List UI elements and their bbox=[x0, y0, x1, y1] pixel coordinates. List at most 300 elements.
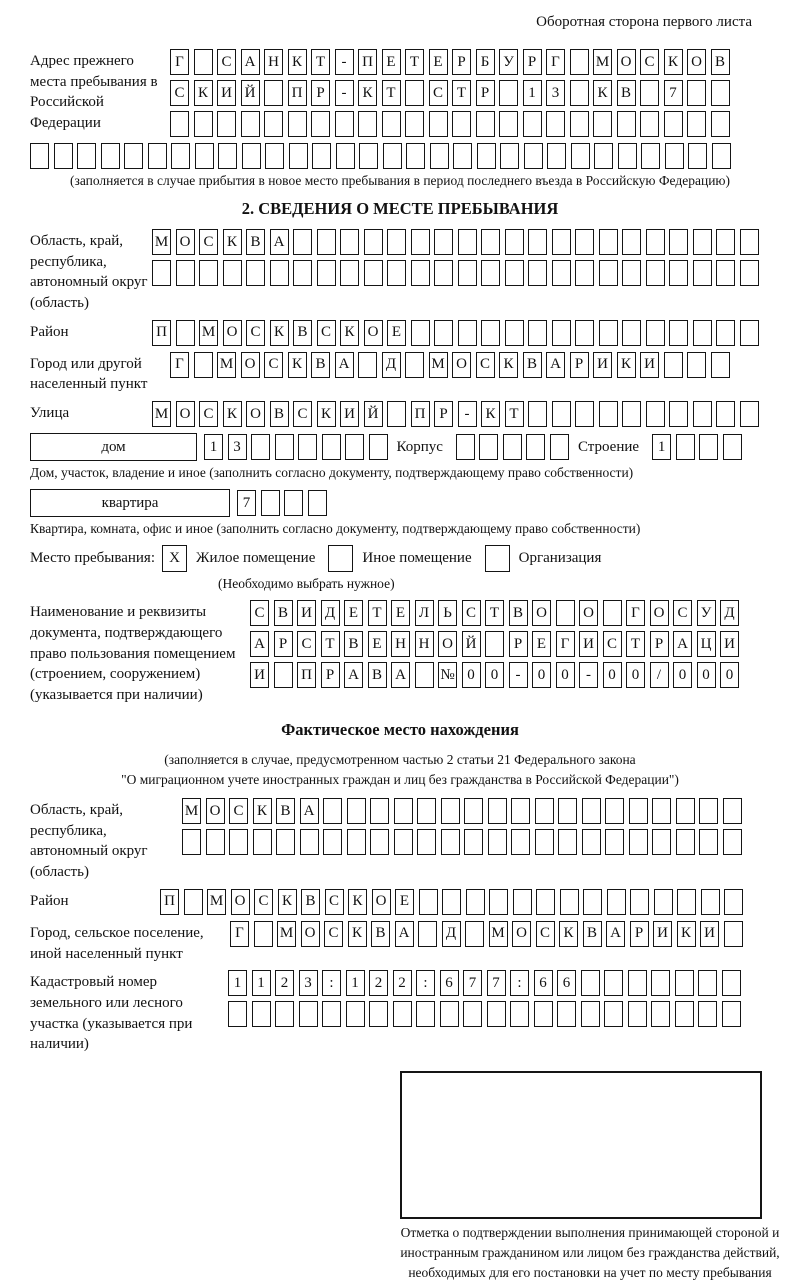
char-box[interactable] bbox=[665, 143, 684, 169]
char-box[interactable] bbox=[30, 143, 49, 169]
char-box[interactable] bbox=[622, 401, 641, 427]
prev-address-row-4[interactable] bbox=[30, 143, 770, 169]
char-box[interactable]: Е bbox=[382, 49, 401, 75]
char-box[interactable] bbox=[458, 229, 477, 255]
char-box[interactable] bbox=[440, 1001, 459, 1027]
char-box[interactable]: Т bbox=[405, 49, 424, 75]
char-box[interactable]: С bbox=[462, 600, 481, 626]
char-box[interactable]: О bbox=[176, 401, 195, 427]
char-box[interactable] bbox=[505, 229, 524, 255]
char-box[interactable]: А bbox=[391, 662, 410, 688]
char-box[interactable] bbox=[570, 80, 589, 106]
char-box[interactable]: Й bbox=[462, 631, 481, 657]
char-box[interactable]: - bbox=[458, 401, 477, 427]
char-box[interactable] bbox=[646, 229, 665, 255]
char-box[interactable] bbox=[676, 798, 695, 824]
char-box[interactable] bbox=[489, 889, 508, 915]
char-box[interactable] bbox=[558, 798, 577, 824]
char-box[interactable] bbox=[481, 320, 500, 346]
char-box[interactable] bbox=[534, 1001, 553, 1027]
char-box[interactable]: Е bbox=[532, 631, 551, 657]
char-box[interactable] bbox=[716, 401, 735, 427]
char-box[interactable]: Т bbox=[452, 80, 471, 106]
char-box[interactable]: О bbox=[223, 320, 242, 346]
char-box[interactable] bbox=[628, 1001, 647, 1027]
char-box[interactable]: А bbox=[300, 798, 319, 824]
char-box[interactable]: О bbox=[579, 600, 598, 626]
char-box[interactable]: С bbox=[476, 352, 495, 378]
char-box[interactable] bbox=[604, 1001, 623, 1027]
char-box[interactable] bbox=[441, 798, 460, 824]
char-box[interactable] bbox=[528, 401, 547, 427]
char-box[interactable] bbox=[242, 143, 261, 169]
char-box[interactable] bbox=[669, 401, 688, 427]
char-box[interactable] bbox=[641, 143, 660, 169]
char-box[interactable] bbox=[607, 889, 626, 915]
char-box[interactable] bbox=[176, 260, 195, 286]
char-box[interactable] bbox=[452, 111, 471, 137]
char-box[interactable] bbox=[411, 320, 430, 346]
char-box[interactable]: М bbox=[429, 352, 448, 378]
char-box[interactable]: И bbox=[579, 631, 598, 657]
char-box[interactable] bbox=[581, 1001, 600, 1027]
char-box[interactable] bbox=[405, 111, 424, 137]
char-box[interactable] bbox=[336, 143, 355, 169]
char-box[interactable]: Т bbox=[485, 600, 504, 626]
char-box[interactable]: В bbox=[371, 921, 390, 947]
char-box[interactable]: О bbox=[231, 889, 250, 915]
char-box[interactable] bbox=[311, 111, 330, 137]
char-box[interactable] bbox=[528, 320, 547, 346]
char-box[interactable]: : bbox=[510, 970, 529, 996]
char-box[interactable]: И bbox=[217, 80, 236, 106]
char-box[interactable]: / bbox=[650, 662, 669, 688]
char-box[interactable] bbox=[599, 320, 618, 346]
char-box[interactable] bbox=[646, 320, 665, 346]
char-box[interactable] bbox=[499, 80, 518, 106]
char-box[interactable] bbox=[593, 111, 612, 137]
char-box[interactable] bbox=[722, 970, 741, 996]
char-box[interactable] bbox=[335, 111, 354, 137]
char-box[interactable]: П bbox=[358, 49, 377, 75]
char-box[interactable]: О bbox=[301, 921, 320, 947]
char-box[interactable] bbox=[429, 111, 448, 137]
char-box[interactable] bbox=[699, 798, 718, 824]
char-box[interactable]: 0 bbox=[532, 662, 551, 688]
char-box[interactable] bbox=[487, 1001, 506, 1027]
kvartira-cells[interactable] bbox=[237, 490, 327, 516]
char-box[interactable] bbox=[359, 143, 378, 169]
char-box[interactable]: К bbox=[617, 352, 636, 378]
char-box[interactable]: Е bbox=[391, 600, 410, 626]
char-box[interactable] bbox=[405, 352, 424, 378]
char-box[interactable] bbox=[654, 889, 673, 915]
char-box[interactable]: Р bbox=[523, 49, 542, 75]
char-box[interactable] bbox=[716, 260, 735, 286]
char-box[interactable] bbox=[546, 111, 565, 137]
char-box[interactable] bbox=[358, 352, 377, 378]
char-box[interactable] bbox=[687, 80, 706, 106]
char-box[interactable]: - bbox=[335, 49, 354, 75]
char-box[interactable] bbox=[581, 970, 600, 996]
dom-cells[interactable] bbox=[204, 434, 388, 460]
char-box[interactable]: 3 bbox=[546, 80, 565, 106]
char-box[interactable]: С bbox=[170, 80, 189, 106]
char-box[interactable] bbox=[722, 1001, 741, 1027]
char-box[interactable] bbox=[364, 260, 383, 286]
char-box[interactable] bbox=[340, 229, 359, 255]
char-box[interactable] bbox=[251, 434, 270, 460]
char-box[interactable] bbox=[676, 829, 695, 855]
char-box[interactable] bbox=[716, 320, 735, 346]
char-box[interactable] bbox=[712, 143, 731, 169]
char-box[interactable]: Р bbox=[476, 80, 495, 106]
char-box[interactable]: В bbox=[523, 352, 542, 378]
char-box[interactable] bbox=[582, 829, 601, 855]
char-box[interactable] bbox=[675, 1001, 694, 1027]
char-box[interactable] bbox=[417, 798, 436, 824]
korpus-cells[interactable] bbox=[456, 434, 569, 460]
char-box[interactable]: С bbox=[250, 600, 269, 626]
char-box[interactable]: О bbox=[687, 49, 706, 75]
char-box[interactable]: В bbox=[368, 662, 387, 688]
char-box[interactable] bbox=[651, 970, 670, 996]
char-box[interactable]: 1 bbox=[652, 434, 671, 460]
char-box[interactable]: Е bbox=[344, 600, 363, 626]
char-box[interactable]: Е bbox=[429, 49, 448, 75]
checkbox-inoe[interactable] bbox=[328, 545, 353, 572]
char-box[interactable] bbox=[299, 1001, 318, 1027]
char-box[interactable]: И bbox=[340, 401, 359, 427]
char-box[interactable] bbox=[417, 829, 436, 855]
char-box[interactable]: 7 bbox=[487, 970, 506, 996]
char-box[interactable] bbox=[322, 434, 341, 460]
char-box[interactable]: С bbox=[199, 401, 218, 427]
char-box[interactable]: П bbox=[160, 889, 179, 915]
char-box[interactable] bbox=[481, 260, 500, 286]
char-box[interactable]: И bbox=[700, 921, 719, 947]
char-box[interactable] bbox=[253, 829, 272, 855]
char-box[interactable] bbox=[723, 798, 742, 824]
char-box[interactable] bbox=[477, 143, 496, 169]
char-box[interactable] bbox=[523, 111, 542, 137]
char-box[interactable] bbox=[711, 352, 730, 378]
stroenie-cells[interactable] bbox=[652, 434, 742, 460]
char-box[interactable] bbox=[599, 229, 618, 255]
char-box[interactable] bbox=[594, 143, 613, 169]
char-box[interactable] bbox=[599, 401, 618, 427]
char-box[interactable] bbox=[254, 921, 273, 947]
char-box[interactable]: Д bbox=[321, 600, 340, 626]
char-box[interactable] bbox=[442, 889, 461, 915]
char-box[interactable] bbox=[441, 829, 460, 855]
char-box[interactable] bbox=[511, 829, 530, 855]
char-box[interactable]: Н bbox=[391, 631, 410, 657]
gorod-row[interactable] bbox=[170, 352, 730, 378]
char-box[interactable] bbox=[394, 829, 413, 855]
char-box[interactable]: С bbox=[254, 889, 273, 915]
char-box[interactable]: - bbox=[335, 80, 354, 106]
char-box[interactable]: В bbox=[711, 49, 730, 75]
char-box[interactable]: 6 bbox=[440, 970, 459, 996]
char-box[interactable] bbox=[393, 1001, 412, 1027]
char-box[interactable] bbox=[275, 1001, 294, 1027]
char-box[interactable]: О bbox=[364, 320, 383, 346]
char-box[interactable]: К bbox=[559, 921, 578, 947]
char-box[interactable]: И bbox=[250, 662, 269, 688]
ulitsa-row[interactable] bbox=[152, 401, 759, 427]
char-box[interactable] bbox=[669, 260, 688, 286]
char-box[interactable] bbox=[740, 229, 759, 255]
char-box[interactable] bbox=[575, 260, 594, 286]
char-box[interactable] bbox=[560, 889, 579, 915]
char-box[interactable]: 1 bbox=[346, 970, 365, 996]
char-box[interactable] bbox=[698, 1001, 717, 1027]
char-box[interactable] bbox=[535, 798, 554, 824]
char-box[interactable] bbox=[664, 352, 683, 378]
char-box[interactable]: О bbox=[241, 352, 260, 378]
document-row-2[interactable] bbox=[250, 631, 739, 657]
char-box[interactable]: Г bbox=[546, 49, 565, 75]
oblast-row-1[interactable] bbox=[152, 229, 759, 255]
char-box[interactable] bbox=[370, 798, 389, 824]
prev-address-row-2[interactable] bbox=[170, 80, 730, 106]
char-box[interactable] bbox=[711, 111, 730, 137]
char-box[interactable] bbox=[500, 143, 519, 169]
char-box[interactable]: С bbox=[324, 921, 343, 947]
char-box[interactable] bbox=[701, 889, 720, 915]
document-row-3[interactable] bbox=[250, 662, 739, 688]
char-box[interactable] bbox=[347, 798, 366, 824]
char-box[interactable] bbox=[723, 829, 742, 855]
char-box[interactable] bbox=[693, 401, 712, 427]
char-box[interactable] bbox=[664, 111, 683, 137]
char-box[interactable]: 0 bbox=[556, 662, 575, 688]
char-box[interactable]: В bbox=[274, 600, 293, 626]
char-box[interactable]: 1 bbox=[228, 970, 247, 996]
char-box[interactable]: 6 bbox=[534, 970, 553, 996]
char-box[interactable]: К bbox=[348, 921, 367, 947]
char-box[interactable]: 2 bbox=[393, 970, 412, 996]
char-box[interactable]: С bbox=[673, 600, 692, 626]
char-box[interactable] bbox=[582, 798, 601, 824]
char-box[interactable] bbox=[503, 434, 522, 460]
char-box[interactable]: И bbox=[593, 352, 612, 378]
char-box[interactable]: 7 bbox=[664, 80, 683, 106]
char-box[interactable] bbox=[575, 320, 594, 346]
char-box[interactable] bbox=[317, 229, 336, 255]
char-box[interactable] bbox=[284, 490, 303, 516]
char-box[interactable]: П bbox=[152, 320, 171, 346]
char-box[interactable]: М bbox=[182, 798, 201, 824]
char-box[interactable] bbox=[547, 143, 566, 169]
char-box[interactable] bbox=[270, 260, 289, 286]
char-box[interactable]: О bbox=[452, 352, 471, 378]
char-box[interactable] bbox=[466, 889, 485, 915]
char-box[interactable] bbox=[419, 889, 438, 915]
char-box[interactable] bbox=[630, 889, 649, 915]
char-box[interactable] bbox=[171, 143, 190, 169]
char-box[interactable]: Н bbox=[264, 49, 283, 75]
char-box[interactable] bbox=[524, 143, 543, 169]
char-box[interactable] bbox=[77, 143, 96, 169]
char-box[interactable]: Б bbox=[476, 49, 495, 75]
char-box[interactable] bbox=[346, 1001, 365, 1027]
char-box[interactable] bbox=[622, 260, 641, 286]
char-box[interactable] bbox=[724, 889, 743, 915]
char-box[interactable] bbox=[724, 921, 743, 947]
char-box[interactable]: В bbox=[301, 889, 320, 915]
char-box[interactable] bbox=[687, 352, 706, 378]
char-box[interactable]: С bbox=[317, 320, 336, 346]
char-box[interactable] bbox=[622, 320, 641, 346]
char-box[interactable]: О bbox=[650, 600, 669, 626]
char-box[interactable] bbox=[488, 798, 507, 824]
char-box[interactable] bbox=[170, 111, 189, 137]
char-box[interactable] bbox=[603, 600, 622, 626]
char-box[interactable] bbox=[430, 143, 449, 169]
char-box[interactable] bbox=[323, 798, 342, 824]
char-box[interactable] bbox=[370, 829, 389, 855]
char-box[interactable] bbox=[194, 49, 213, 75]
char-box[interactable]: М bbox=[217, 352, 236, 378]
char-box[interactable]: Л bbox=[415, 600, 434, 626]
char-box[interactable]: К bbox=[481, 401, 500, 427]
char-box[interactable]: С bbox=[603, 631, 622, 657]
char-box[interactable]: 2 bbox=[369, 970, 388, 996]
char-box[interactable] bbox=[550, 434, 569, 460]
char-box[interactable]: С bbox=[640, 49, 659, 75]
char-box[interactable]: Т bbox=[382, 80, 401, 106]
char-box[interactable]: Т bbox=[321, 631, 340, 657]
char-box[interactable] bbox=[552, 229, 571, 255]
char-box[interactable] bbox=[499, 111, 518, 137]
char-box[interactable]: В bbox=[293, 320, 312, 346]
char-box[interactable]: В bbox=[311, 352, 330, 378]
char-box[interactable] bbox=[510, 1001, 529, 1027]
document-row-1[interactable] bbox=[250, 600, 739, 626]
char-box[interactable]: В bbox=[246, 229, 265, 255]
char-box[interactable] bbox=[505, 260, 524, 286]
char-box[interactable] bbox=[640, 80, 659, 106]
char-box[interactable]: К bbox=[358, 80, 377, 106]
char-box[interactable]: К bbox=[278, 889, 297, 915]
char-box[interactable] bbox=[488, 829, 507, 855]
checkbox-zhiloe[interactable]: X bbox=[162, 545, 187, 572]
char-box[interactable] bbox=[293, 229, 312, 255]
char-box[interactable]: В bbox=[270, 401, 289, 427]
char-box[interactable] bbox=[552, 320, 571, 346]
char-box[interactable] bbox=[411, 260, 430, 286]
char-box[interactable]: О bbox=[532, 600, 551, 626]
char-box[interactable]: № bbox=[438, 662, 457, 688]
char-box[interactable]: 3 bbox=[228, 434, 247, 460]
char-box[interactable] bbox=[358, 111, 377, 137]
char-box[interactable] bbox=[687, 111, 706, 137]
char-box[interactable] bbox=[289, 143, 308, 169]
fact-oblast-row-2[interactable] bbox=[182, 829, 742, 855]
char-box[interactable] bbox=[463, 1001, 482, 1027]
char-box[interactable]: Й bbox=[241, 80, 260, 106]
char-box[interactable] bbox=[699, 434, 718, 460]
char-box[interactable] bbox=[453, 143, 472, 169]
char-box[interactable] bbox=[434, 320, 453, 346]
char-box[interactable] bbox=[265, 143, 284, 169]
char-box[interactable]: А bbox=[546, 352, 565, 378]
char-box[interactable]: Р bbox=[434, 401, 453, 427]
char-box[interactable] bbox=[405, 80, 424, 106]
char-box[interactable]: С bbox=[536, 921, 555, 947]
char-box[interactable]: М bbox=[277, 921, 296, 947]
char-box[interactable] bbox=[622, 229, 641, 255]
char-box[interactable] bbox=[434, 229, 453, 255]
char-box[interactable] bbox=[536, 889, 555, 915]
char-box[interactable]: 0 bbox=[697, 662, 716, 688]
kadastr-row-1[interactable] bbox=[228, 970, 741, 996]
char-box[interactable]: Г bbox=[626, 600, 645, 626]
char-box[interactable]: О bbox=[512, 921, 531, 947]
char-box[interactable]: Т bbox=[505, 401, 524, 427]
char-box[interactable] bbox=[723, 434, 742, 460]
char-box[interactable] bbox=[464, 829, 483, 855]
char-box[interactable] bbox=[264, 80, 283, 106]
char-box[interactable] bbox=[261, 490, 280, 516]
char-box[interactable] bbox=[675, 970, 694, 996]
char-box[interactable]: В bbox=[344, 631, 363, 657]
char-box[interactable] bbox=[476, 111, 495, 137]
char-box[interactable]: У bbox=[499, 49, 518, 75]
char-box[interactable]: 3 bbox=[299, 970, 318, 996]
char-box[interactable]: В bbox=[276, 798, 295, 824]
char-box[interactable] bbox=[182, 829, 201, 855]
char-box[interactable] bbox=[528, 229, 547, 255]
char-box[interactable]: Т bbox=[626, 631, 645, 657]
char-box[interactable]: - bbox=[509, 662, 528, 688]
char-box[interactable] bbox=[570, 111, 589, 137]
char-box[interactable] bbox=[288, 111, 307, 137]
char-box[interactable]: М bbox=[152, 401, 171, 427]
char-box[interactable] bbox=[223, 260, 242, 286]
char-box[interactable] bbox=[575, 229, 594, 255]
char-box[interactable] bbox=[465, 921, 484, 947]
char-box[interactable] bbox=[406, 143, 425, 169]
char-box[interactable] bbox=[669, 320, 688, 346]
char-box[interactable]: О bbox=[372, 889, 391, 915]
char-box[interactable] bbox=[293, 260, 312, 286]
char-box[interactable] bbox=[716, 229, 735, 255]
char-box[interactable]: А bbox=[673, 631, 692, 657]
char-box[interactable] bbox=[176, 320, 195, 346]
char-box[interactable] bbox=[199, 260, 218, 286]
char-box[interactable]: Д bbox=[442, 921, 461, 947]
char-box[interactable]: И bbox=[720, 631, 739, 657]
char-box[interactable] bbox=[206, 829, 225, 855]
char-box[interactable]: Р bbox=[274, 631, 293, 657]
char-box[interactable]: Р bbox=[509, 631, 528, 657]
char-box[interactable] bbox=[740, 320, 759, 346]
char-box[interactable] bbox=[152, 260, 171, 286]
char-box[interactable]: С bbox=[264, 352, 283, 378]
char-box[interactable]: 0 bbox=[485, 662, 504, 688]
char-box[interactable] bbox=[264, 111, 283, 137]
char-box[interactable]: 0 bbox=[720, 662, 739, 688]
char-box[interactable]: П bbox=[411, 401, 430, 427]
char-box[interactable]: С bbox=[297, 631, 316, 657]
char-box[interactable] bbox=[652, 798, 671, 824]
char-box[interactable] bbox=[364, 229, 383, 255]
char-box[interactable]: С bbox=[293, 401, 312, 427]
char-box[interactable]: 1 bbox=[204, 434, 223, 460]
